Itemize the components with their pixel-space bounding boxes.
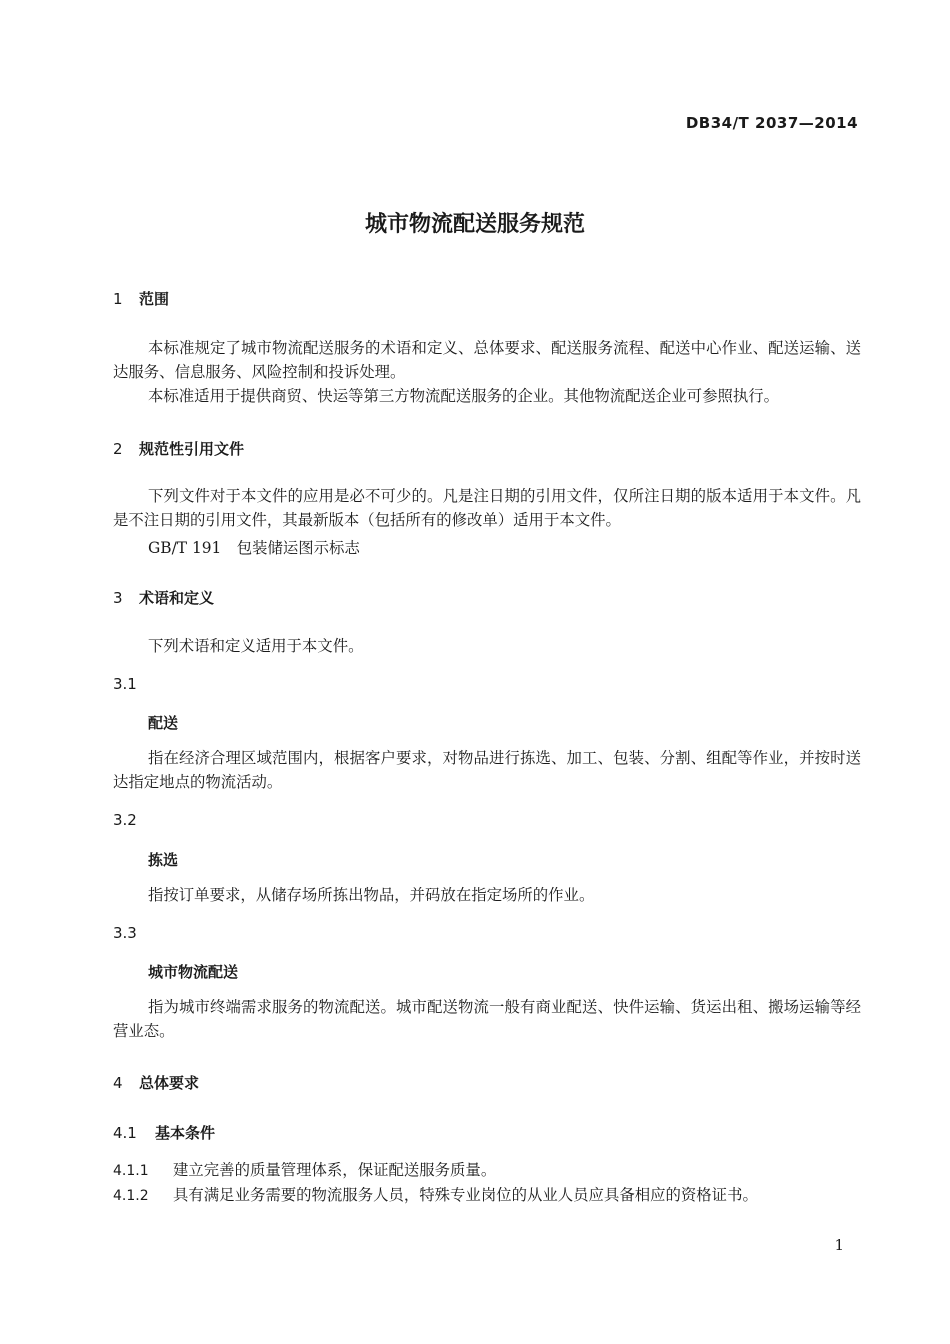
reference-item: GB/T 191 包装储运图示标志 <box>148 539 360 557</box>
term-definition: 指为城市终端需求服务的物流配送。城市配送物流一般有商业配送、快件运输、货运出租、搬场运输等经营业态。 <box>113 998 861 1040</box>
document-title: 城市物流配送服务规范 <box>364 212 585 237</box>
term-name: 配送 <box>148 714 179 732</box>
term-number: 3.3 <box>113 924 137 942</box>
section-number: 1 <box>113 290 123 308</box>
term-definition: 指按订单要求，从储存场所拣出物品，并码放在指定场所的作业。 <box>148 886 595 904</box>
term-number: 3.1 <box>113 675 137 693</box>
term-definition: 指在经济合理区域范围内，根据客户要求，对物品进行拣选、加工、包装、分割、组配等作业，并按时送达指定地点的物流活动。 <box>113 749 861 791</box>
clause-text: 具有满足业务需要的物流服务人员，特殊专业岗位的从业人员应具备相应的资格证书。 <box>173 1186 758 1204</box>
section-number: 3 <box>113 589 123 607</box>
subsection-title: 基本条件 <box>155 1124 216 1142</box>
clause-number: 4.1.1 <box>113 1163 149 1179</box>
clause-item <box>113 1158 496 1180</box>
term-name: 拣选 <box>148 851 179 869</box>
section-title: 总体要求 <box>139 1074 200 1092</box>
subsection-heading-basic-conditions <box>113 1122 215 1143</box>
section-heading-general-requirements <box>113 1072 199 1093</box>
subsection-number: 4.1 <box>113 1124 137 1142</box>
section-heading-scope <box>113 288 169 309</box>
section-title: 术语和定义 <box>139 589 215 607</box>
clause-text: 建立完善的质量管理体系，保证配送服务质量。 <box>173 1161 497 1179</box>
term-number: 3.2 <box>113 811 137 829</box>
term-name: 城市物流配送 <box>148 963 239 981</box>
page-number: 1 <box>834 1236 844 1254</box>
section-title: 规范性引用文件 <box>139 440 245 458</box>
section-number: 2 <box>113 440 123 458</box>
references-paragraph: 下列文件对于本文件的应用是必不可少的。凡是注日期的引用文件，仅所注日期的版本适用于本文件。凡是不注日期的引用文件，其最新版本（包括所有的修改单）适用于本文件。 <box>113 487 861 529</box>
scope-paragraph-1: 本标准规定了城市物流配送服务的术语和定义、总体要求、配送服务流程、配送中心作业、配送运输、送达服务、信息服务、风险控制和投诉处理。 <box>113 339 861 381</box>
section-heading-terms <box>113 587 214 608</box>
section-number: 4 <box>113 1074 123 1092</box>
scope-paragraph-2: 本标准适用于提供商贸、快运等第三方物流配送服务的企业。其他物流配送企业可参照执行。 <box>148 387 780 405</box>
clause-item <box>113 1183 758 1205</box>
section-heading-normative-references <box>113 438 244 459</box>
terms-intro: 下列术语和定义适用于本文件。 <box>148 637 364 655</box>
clause-number: 4.1.2 <box>113 1188 149 1204</box>
section-title: 范围 <box>139 290 170 308</box>
standard-code: DB34/T 2037—2014 <box>685 114 858 132</box>
